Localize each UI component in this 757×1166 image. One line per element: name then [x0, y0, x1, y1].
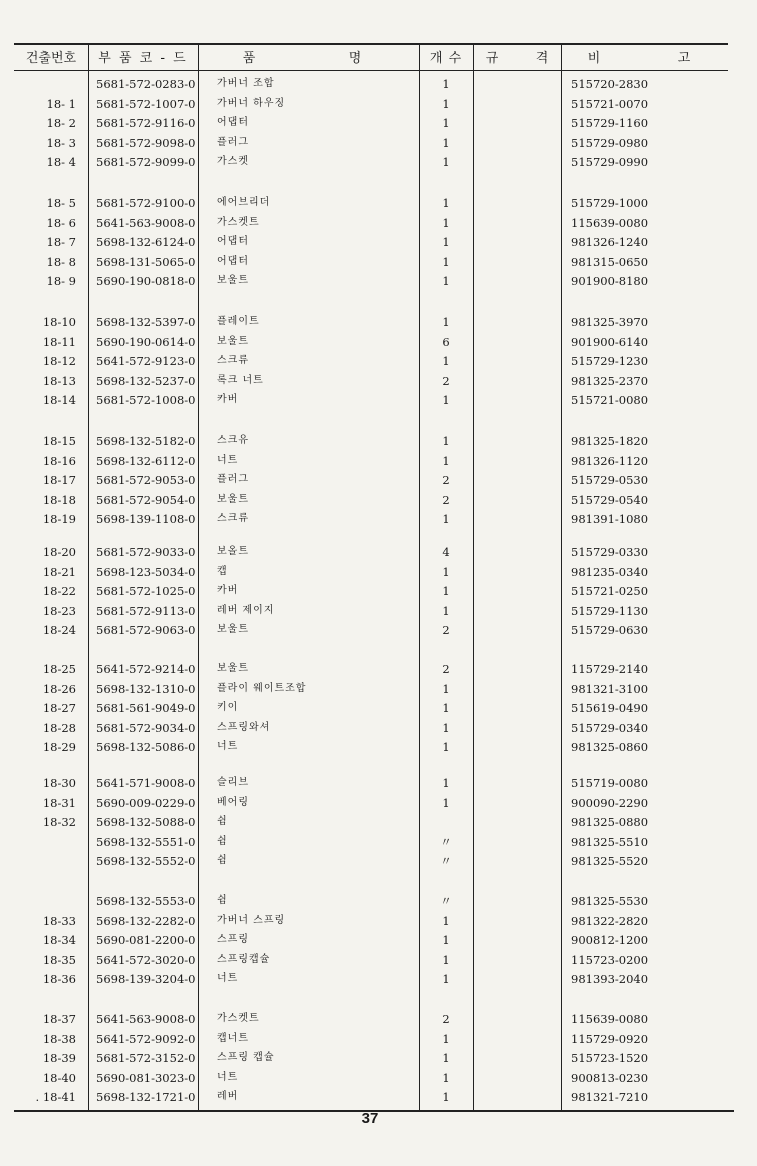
header-item-no: 건출번호: [25, 51, 77, 66]
part-name: 너트: [217, 454, 239, 466]
part-code: 5681-572-9054-0: [96, 492, 196, 507]
table-row: [0, 271, 757, 291]
table-row: [0, 74, 757, 94]
part-name: 록크 너트: [217, 374, 264, 386]
remark-code: 981325-1820: [571, 434, 649, 448]
remark-code: 981325-2370: [571, 373, 649, 388]
header-part-name-2: 명: [348, 51, 364, 66]
table-row: [0, 1087, 757, 1107]
part-name: 스프링와셔: [217, 721, 271, 733]
item-number: 18-34: [42, 933, 76, 948]
table-row: [0, 470, 757, 490]
table-row: [0, 698, 757, 718]
remark-code: 515729-1230: [571, 354, 649, 369]
item-number: 18-38: [42, 1031, 76, 1046]
quantity: 1: [442, 116, 450, 131]
item-number: 18-30: [42, 776, 76, 790]
part-name: 스크류: [217, 355, 249, 367]
table-row: [0, 390, 757, 410]
item-number: 18-17: [42, 473, 76, 488]
remark-code: 981326-1240: [571, 235, 649, 250]
header-remark-1: 비: [587, 51, 603, 66]
part-name: 가버너 조합: [217, 78, 275, 89]
item-number: 18-32: [42, 815, 76, 830]
part-name: 캡: [217, 565, 228, 577]
part-name: 어댑터: [217, 117, 249, 129]
part-name: 스프링: [217, 934, 249, 946]
item-number: 18-14: [42, 393, 76, 408]
item-number: 18- 4: [46, 155, 76, 170]
part-name: 슬리브: [217, 777, 249, 788]
table-row: [0, 213, 757, 233]
item-number: 18-13: [42, 373, 76, 388]
table-row: [0, 812, 757, 832]
remark-code: 515729-0540: [571, 492, 649, 507]
quantity: 1: [442, 196, 450, 210]
item-number: 18-11: [42, 334, 76, 349]
part-name: 가스켓트: [217, 216, 260, 228]
part-code: 5698-132-5086-0: [96, 740, 196, 755]
part-code: 5681-572-1007-0: [96, 96, 196, 111]
quantity: 1: [442, 584, 450, 599]
part-code: 5641-563-9008-0: [96, 1012, 196, 1026]
part-code: 5690-190-0818-0: [96, 274, 196, 289]
remark-code: 901900-8180: [571, 274, 649, 289]
quantity: 1: [442, 1031, 450, 1046]
remark-code: 515729-0630: [571, 623, 649, 638]
quantity: 1: [442, 564, 450, 579]
table-row: [0, 891, 757, 911]
part-code: 5698-132-1310-0: [96, 681, 196, 696]
part-code: 5681-572-1008-0: [96, 393, 196, 408]
quantity: 1: [442, 701, 450, 716]
part-name: 어댑터: [217, 236, 249, 248]
quantity: 1: [442, 1090, 450, 1105]
part-code: 5681-572-9033-0: [96, 545, 196, 559]
part-code: 5681-572-9053-0: [96, 473, 196, 488]
remark-code: 981235-0340: [571, 564, 649, 579]
item-number: 18-37: [42, 1012, 76, 1026]
table-row: [0, 1068, 757, 1088]
part-name: 너트: [217, 973, 239, 985]
table-row: [0, 451, 757, 471]
table-row: [0, 620, 757, 640]
part-name: 가스켓: [217, 156, 249, 168]
item-number: 18- 1: [46, 96, 76, 111]
header-bottom-border: [14, 70, 728, 71]
part-name: 스크유: [217, 435, 249, 446]
table-row: [0, 930, 757, 950]
item-number: 18-24: [42, 623, 76, 638]
header-part-name-1: 품: [242, 51, 258, 66]
item-number: 18-20: [42, 545, 76, 559]
item-number: 18- 6: [46, 215, 76, 230]
quantity: 2: [442, 623, 450, 638]
item-number: 18-26: [42, 681, 76, 696]
remark-code: 515723-1520: [571, 1051, 649, 1066]
part-code: 5641-572-3020-0: [96, 952, 196, 967]
part-name: 너트: [217, 741, 239, 753]
remark-code: 515729-0530: [571, 473, 649, 488]
part-code: 5698-132-6124-0: [96, 235, 196, 250]
part-name: 쉼: [217, 835, 228, 847]
remark-code: 981321-3100: [571, 681, 649, 696]
table-row: [0, 252, 757, 272]
table-row: [0, 773, 757, 793]
part-code: 5681-572-9034-0: [96, 720, 196, 735]
remark-code: 981325-5530: [571, 894, 649, 908]
table-row: [0, 601, 757, 621]
remark-code: 981325-5510: [571, 834, 649, 849]
table-row: [0, 351, 757, 371]
part-code: 5698-132-5237-0: [96, 373, 196, 388]
table-row: [0, 1029, 757, 1049]
remark-code: 981325-5520: [571, 854, 649, 869]
part-code: 5698-123-5034-0: [96, 564, 196, 579]
table-row: [0, 94, 757, 114]
part-code: 5681-572-3152-0: [96, 1051, 196, 1066]
quantity: 1: [442, 972, 450, 987]
remark-code: 115729-0920: [571, 1031, 649, 1046]
table-row: [0, 193, 757, 213]
table-row: [0, 793, 757, 813]
quantity: 1: [442, 933, 450, 948]
remark-code: 981322-2820: [571, 913, 649, 928]
quantity: 1: [442, 254, 450, 269]
remark-code: 981326-1120: [571, 453, 649, 468]
remark-code: 115639-0080: [571, 1012, 649, 1026]
quantity: 1: [442, 315, 450, 329]
quantity: 1: [442, 393, 450, 408]
part-name: 보울트: [217, 663, 249, 674]
part-name: 스프링 캡슐: [217, 1052, 275, 1064]
quantity: 2: [442, 662, 450, 676]
quantity: 1: [442, 681, 450, 696]
part-name: 가스켓트: [217, 1013, 260, 1024]
part-code: 5641-572-9214-0: [96, 662, 196, 676]
item-number: 18-39: [42, 1051, 76, 1066]
part-code: 5690-081-2200-0: [96, 933, 196, 948]
item-number: 18-28: [42, 720, 76, 735]
remark-code: 515719-0080: [571, 776, 649, 790]
part-name: 쉼: [217, 816, 228, 828]
table-row: [0, 431, 757, 451]
remark-code: 115639-0080: [571, 215, 649, 230]
quantity: 1: [442, 155, 450, 170]
quantity: 1: [442, 96, 450, 111]
page-number: 37: [361, 1110, 379, 1127]
quantity: 2: [442, 1012, 450, 1026]
quantity: 1: [442, 952, 450, 967]
item-number: 18- 2: [46, 116, 76, 131]
table-top-border: [14, 43, 728, 45]
remark-code: 900090-2290: [571, 795, 649, 810]
table-row: [0, 581, 757, 601]
remark-code: 515729-1160: [571, 116, 649, 131]
remark-code: 115723-0200: [571, 952, 649, 967]
part-name: 플레이트: [217, 316, 260, 327]
item-number: 18-12: [42, 354, 76, 369]
remark-code: 515720-2830: [571, 77, 649, 91]
part-name: 카버: [217, 585, 239, 597]
table-row: [0, 152, 757, 172]
part-name: 쉼: [217, 895, 228, 906]
remark-code: 515729-1130: [571, 603, 649, 618]
quantity: 1: [442, 77, 450, 91]
part-code: 5698-132-5552-0: [96, 854, 196, 869]
part-name: 스프링캡슐: [217, 953, 271, 965]
part-name: 스크류: [217, 513, 249, 525]
quantity: 〃: [440, 894, 452, 908]
item-number: 18-27: [42, 701, 76, 716]
part-code: 5681-561-9049-0: [96, 701, 196, 716]
quantity: 1: [442, 740, 450, 755]
quantity: 1: [442, 274, 450, 289]
item-number: 18-25: [42, 662, 76, 676]
quantity: 1: [442, 235, 450, 250]
table-row: [0, 1048, 757, 1068]
part-name: 가버너 하우징: [217, 97, 286, 109]
table-row: [0, 737, 757, 757]
item-number: 18-10: [42, 315, 76, 329]
part-name: 베어링: [217, 796, 249, 808]
quantity: 〃: [440, 834, 452, 849]
remark-code: 515729-0980: [571, 135, 649, 150]
table-row: [0, 832, 757, 852]
part-code: 5698-132-1721-0: [96, 1090, 196, 1105]
remark-code: 981325-0860: [571, 740, 649, 755]
remark-code: 981325-0880: [571, 815, 649, 830]
part-name: 가버너 스프링: [217, 914, 286, 926]
remark-code: 515721-0080: [571, 393, 649, 408]
table-row: [0, 133, 757, 153]
item-number: 18-33: [42, 913, 76, 928]
remark-code: 115729-2140: [571, 662, 649, 676]
table-row: [0, 332, 757, 352]
part-code: 5698-132-5551-0: [96, 834, 196, 849]
part-code: 5641-563-9008-0: [96, 215, 196, 230]
table-row: [0, 490, 757, 510]
remark-code: 901900-6140: [571, 334, 649, 349]
table-row: [0, 113, 757, 133]
remark-code: 515721-0250: [571, 584, 649, 599]
part-code: 5681-572-9063-0: [96, 623, 196, 638]
quantity: 1: [442, 913, 450, 928]
table-row: [0, 851, 757, 871]
quantity: 1: [442, 215, 450, 230]
item-number: 18-16: [42, 453, 76, 468]
header-remark-2: 고: [677, 51, 693, 66]
table-row: [0, 312, 757, 332]
quantity: 1: [442, 135, 450, 150]
item-number: 18-40: [42, 1070, 76, 1085]
table-row: [0, 911, 757, 931]
table-row: [0, 969, 757, 989]
quantity: 1: [442, 603, 450, 618]
item-number: 18-31: [42, 795, 76, 810]
remark-code: 981315-0650: [571, 254, 649, 269]
header-spec-1: 규: [485, 51, 501, 66]
quantity: 1: [442, 720, 450, 735]
item-number: 18-21: [42, 564, 76, 579]
remark-code: 981391-1080: [571, 512, 649, 527]
header-part-code: 부 품 코 - 드: [98, 51, 188, 66]
remark-code: 900813-0230: [571, 1070, 649, 1085]
remark-code: 900812-1200: [571, 933, 649, 948]
quantity: 2: [442, 473, 450, 488]
part-name: 보울트: [217, 493, 249, 505]
part-code: 5698-132-5553-0: [96, 894, 196, 908]
part-name: 캡너트: [217, 1032, 249, 1044]
item-number: 18-23: [42, 603, 76, 618]
table-row: [0, 659, 757, 679]
part-name: 키이: [217, 702, 239, 714]
table-row: [0, 950, 757, 970]
part-name: 보울트: [217, 624, 249, 636]
part-code: 5641-571-9008-0: [96, 776, 196, 790]
quantity: 1: [442, 1070, 450, 1085]
part-code: 5681-572-9116-0: [96, 116, 196, 131]
part-name: 플러그: [217, 136, 249, 148]
part-name: 보올트: [217, 546, 249, 557]
part-name: 레버 제이지: [217, 604, 275, 616]
table-row: [0, 232, 757, 252]
item-number: 18-15: [42, 434, 76, 448]
part-code: 5698-131-5065-0: [96, 254, 196, 269]
part-name: 에어브리더: [217, 197, 271, 208]
quantity: 1: [442, 776, 450, 790]
remark-code: 515721-0070: [571, 96, 649, 111]
part-code: 5681-572-9098-0: [96, 135, 196, 150]
part-code: 5690-190-0614-0: [96, 334, 196, 349]
quantity: 1: [442, 453, 450, 468]
item-number: 18-36: [42, 972, 76, 987]
part-code: 5698-132-5397-0: [96, 315, 196, 329]
part-code: 5681-572-9100-0: [96, 196, 196, 210]
item-number: 18- 9: [46, 274, 76, 289]
table-row: [0, 718, 757, 738]
part-code: 5698-132-5182-0: [96, 434, 196, 448]
table-row: [0, 1009, 757, 1029]
item-number: 18- 7: [46, 235, 76, 250]
part-code: 5698-132-6112-0: [96, 453, 196, 468]
quantity: 2: [442, 492, 450, 507]
remark-code: 515729-1000: [571, 196, 649, 210]
remark-code: 981325-3970: [571, 315, 649, 329]
part-code: 5681-572-1025-0: [96, 584, 196, 599]
part-code: 5681-572-9099-0: [96, 155, 196, 170]
part-name: 어댑터: [217, 255, 249, 267]
remark-code: 515729-0340: [571, 720, 649, 735]
part-code: 5641-572-9092-0: [96, 1031, 196, 1046]
item-number: 18- 5: [46, 196, 76, 210]
part-name: 너트: [217, 1071, 239, 1083]
remark-code: 981393-2040: [571, 972, 649, 987]
part-code: 5698-139-1108-0: [96, 512, 196, 527]
part-name: 플라이 웨이트조합: [217, 682, 307, 694]
quantity: 4: [442, 545, 450, 559]
item-number: 18-29: [42, 740, 76, 755]
part-code: 5690-081-3023-0: [96, 1070, 196, 1085]
part-code: 5698-132-2282-0: [96, 913, 196, 928]
part-code: 5681-572-0283-0: [96, 77, 196, 91]
part-code: 5641-572-9123-0: [96, 354, 196, 369]
item-number: 18-19: [42, 512, 76, 527]
part-code: 5690-009-0229-0: [96, 795, 196, 810]
remark-code: 981321-7210: [571, 1090, 649, 1105]
quantity: 6: [442, 334, 450, 349]
quantity: 1: [442, 1051, 450, 1066]
quantity: 1: [442, 512, 450, 527]
table-row: [0, 562, 757, 582]
remark-code: 515729-0330: [571, 545, 649, 559]
remark-code: 515729-0990: [571, 155, 649, 170]
item-number: 18- 8: [46, 254, 76, 269]
quantity: 1: [442, 795, 450, 810]
part-code: 5698-132-5088-0: [96, 815, 196, 830]
part-name: 레버: [217, 1091, 239, 1103]
part-name: 쉼: [217, 855, 228, 867]
table-row: [0, 371, 757, 391]
header-quantity: 개 수: [429, 51, 463, 66]
part-name: 보울트: [217, 335, 249, 347]
remark-code: 515619-0490: [571, 701, 649, 716]
part-name: 카버: [217, 394, 239, 406]
part-code: 5698-139-3204-0: [96, 972, 196, 987]
part-code: 5681-572-9113-0: [96, 603, 196, 618]
quantity: 〃: [440, 854, 452, 869]
part-name: 보울트: [217, 275, 249, 287]
quantity: 1: [442, 434, 450, 448]
quantity: 2: [442, 373, 450, 388]
part-name: 플러그: [217, 474, 249, 486]
table-row: [0, 542, 757, 562]
item-number: 18-18: [42, 492, 76, 507]
header-spec-2: 격: [535, 51, 551, 66]
table-row: [0, 679, 757, 699]
table-row: [0, 509, 757, 529]
item-number: . 18-41: [35, 1090, 76, 1105]
quantity: 1: [442, 354, 450, 369]
item-number: 18-35: [42, 952, 76, 967]
item-number: 18- 3: [46, 135, 76, 150]
item-number: 18-22: [42, 584, 76, 599]
